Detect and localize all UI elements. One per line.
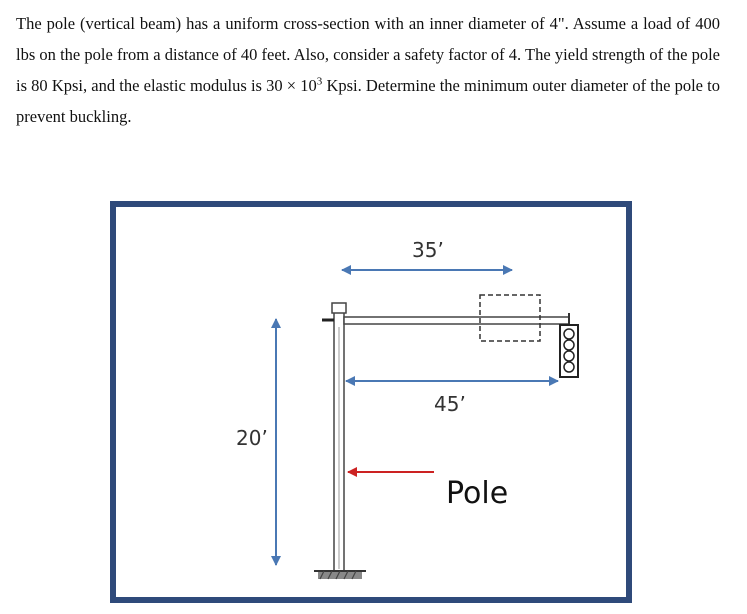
horizontal-arm — [344, 317, 569, 324]
dim-label-45: 45’ — [434, 392, 466, 416]
problem-text-1: The pole (vertical beam) has a uniform cross-section with an inner diameter of 4". Assume a load of 400 lbs on the pole from a distance of 40 feet. Also, consider a safety factor of 4. The yield strength of the pole is 80 Kpsi, and the elastic modulus is 30 × 10 — [16, 14, 720, 95]
dim-label-20: 20’ — [236, 426, 268, 450]
pole-label: Pole — [446, 476, 509, 511]
pole-cap — [332, 303, 346, 313]
problem-text-2: Kpsi. Determine the minimum outer diameter of the pole to prevent buckling. — [16, 76, 720, 126]
problem-statement — [16, 8, 720, 132]
figure-drawing — [116, 207, 626, 597]
traffic-pole-figure — [110, 201, 632, 603]
dim-label-35: 35’ — [412, 238, 444, 262]
exponent: 3 — [316, 75, 323, 88]
